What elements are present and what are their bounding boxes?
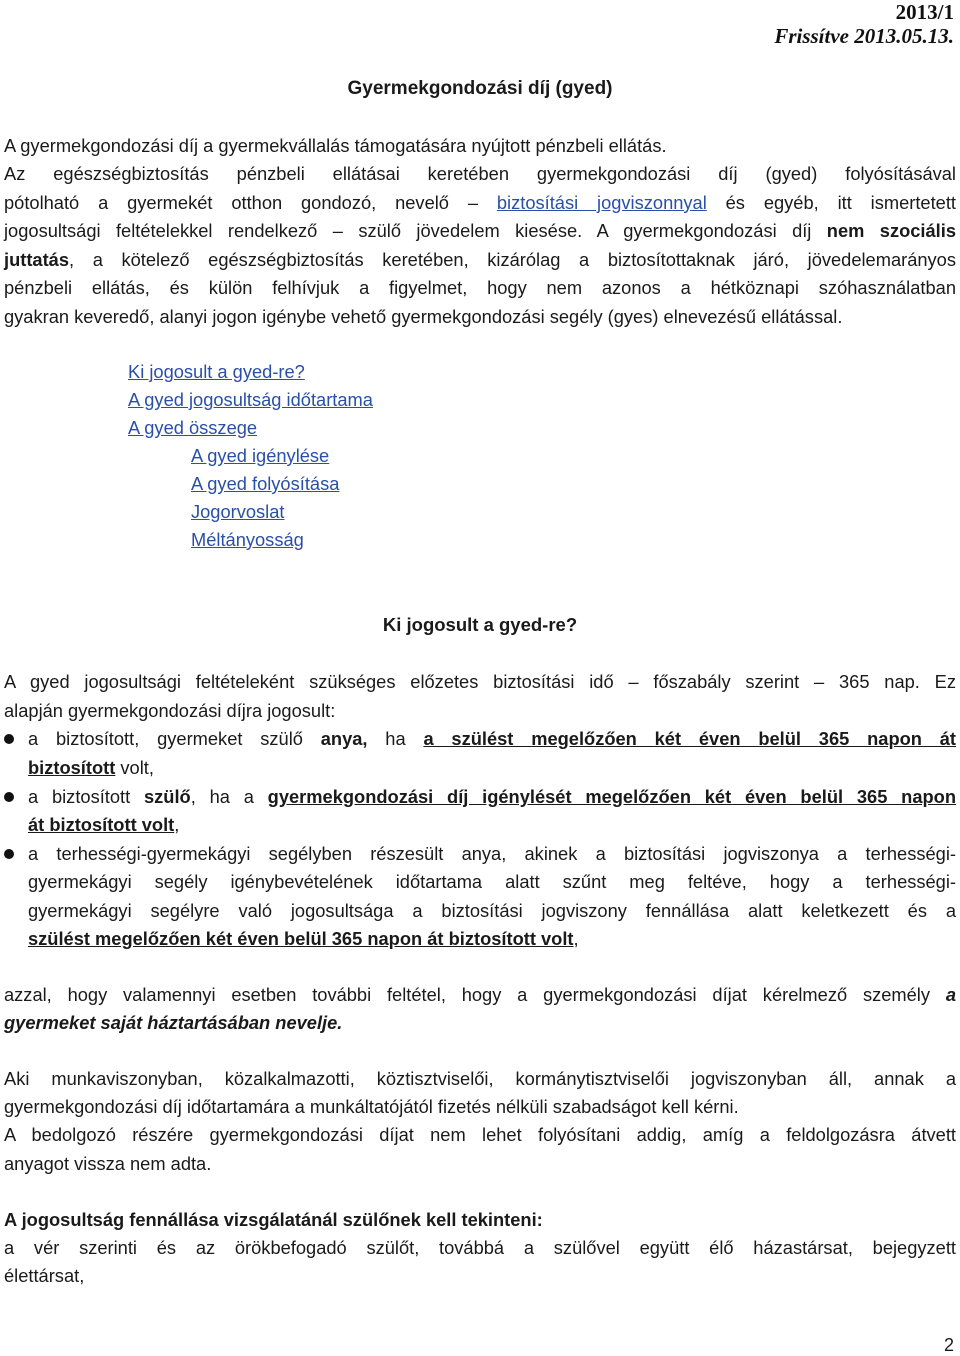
toc-link-duration[interactable]: A gyed jogosultság időtartama xyxy=(128,389,373,410)
intro-line: pénzbeli ellátás, és külön felhívjuk a figyelmet, hogy nem azonos a hétköznapi szóhasználatban xyxy=(4,277,956,298)
page-title: Gyermekgondozási díj (gyed) xyxy=(347,78,613,99)
paragraph-line: A bedolgozó részére gyermekgondozási díjat nem lehet folyósítani addig, amíg a feldolgozásra átvett xyxy=(4,1124,956,1145)
intro-line: Az egészségbiztosítás pénzbeli ellátásai keretében gyermekgondozási díj (gyed) folyósításával xyxy=(4,163,956,184)
paragraph-line: gyermekgondozási díj időtartamára a munkáltatójától fizetés nélküli szabadságot kell kérni. xyxy=(4,1096,739,1117)
paragraph-line: anyagot vissza nem adta. xyxy=(4,1153,212,1174)
bullet-line: gyermekágyi segély igénybevételének időtartama alatt szűnt meg feltéve, hogy a terhességi- xyxy=(28,871,956,892)
bullet-line: a biztosított szülő, ha a gyermekgondozási díj igénylését megelőzően két éven belül 365 napon xyxy=(28,786,956,807)
paragraph-line: azzal, hogy valamennyi esetben további feltétel, hogy a gyermekgondozási díjat kérelmező személy a xyxy=(4,984,956,1005)
toc-link-amount[interactable]: A gyed összege xyxy=(128,417,258,438)
paragraph-line: a vér szerinti és az örökbefogadó szülőt, továbbá a szülővel együtt élő házastársat, bejegyzett xyxy=(4,1237,956,1258)
bullet-line: a biztosított, gyermeket szülő anya, ha a szülést megelőzően két éven belül 365 napon át xyxy=(28,728,957,749)
bullet-icon xyxy=(4,792,14,802)
edition-label: 2013/1 xyxy=(895,0,954,24)
intro-line: juttatás, a kötelező egészségbiztosítás keretében, kizárólag a biztosítottaknak járó, jövedelemarányos xyxy=(4,249,956,270)
updated-date: Frissítve 2013.05.13. xyxy=(774,24,954,48)
paragraph-line: Aki munkaviszonyban, közalkalmazotti, köztisztviselői, kormánytisztviselői jogviszonyban áll, annak a xyxy=(4,1068,956,1089)
paragraph-line: A gyed jogosultsági feltételeként szükséges előzetes biztosítási idő – főszabály szerint – 365 nap. Ez xyxy=(4,671,956,692)
bullet-line: a terhességi-gyermekágyi segélyben részesült anya, akinek a biztosítási jogviszonya a terhességi- xyxy=(28,843,956,864)
intro-line: pótolható a gyermekét otthon gondozó, nevelő – biztosítási jogviszonnyal és egyéb, itt ismertetett xyxy=(4,192,956,213)
intro-line: jogosultsági feltételekkel rendelkező – szülő jövedelem kiesése. A gyermekgondozási díj nem szociális xyxy=(4,220,956,241)
paragraph-line: alapján gyermekgondozási díjra jogosult: xyxy=(4,700,336,721)
intro-line: A gyermekgondozási díj a gyermekvállalás támogatására nyújtott pénzbeli ellátás. xyxy=(4,135,667,156)
paragraph-line: gyermeket saját háztartásában nevelje. xyxy=(4,1012,343,1033)
insurance-relationship-link[interactable]: biztosítási jogviszonnyal xyxy=(496,192,707,213)
bullet-line: gyermekágyi segélyre való jogosultsága a biztosítási jogviszony fennállása alatt keletkezett és a xyxy=(28,900,956,921)
bullet-icon xyxy=(4,849,14,859)
toc-link-eligibility[interactable]: Ki jogosult a gyed-re? xyxy=(128,361,305,382)
section-heading: Ki jogosult a gyed-re? xyxy=(382,614,578,635)
bullet-line: át biztosított volt, xyxy=(28,814,180,835)
intro-line: gyakran keveredő, alanyi jogon igénybe vehető gyermekgondozási segély (gyes) elnevezésű ellátással. xyxy=(4,306,843,327)
toc-link-legal-remedy[interactable]: Jogorvoslat xyxy=(191,501,285,522)
subheading: A jogosultság fennállása vizsgálatánál szülőnek kell tekinteni: xyxy=(4,1209,543,1230)
paragraph-line: élettársat, xyxy=(4,1265,85,1286)
toc-link-disbursement[interactable]: A gyed folyósítása xyxy=(191,473,340,494)
toc-link-application[interactable]: A gyed igénylése xyxy=(191,445,330,466)
toc-link-equity[interactable]: Méltányosság xyxy=(191,529,304,550)
bullet-icon xyxy=(4,734,14,744)
bullet-line: szülést megelőzően két éven belül 365 napon át biztosított volt, xyxy=(28,928,579,949)
page-number: 2 xyxy=(943,1335,954,1355)
bullet-line: biztosított volt, xyxy=(28,757,154,778)
